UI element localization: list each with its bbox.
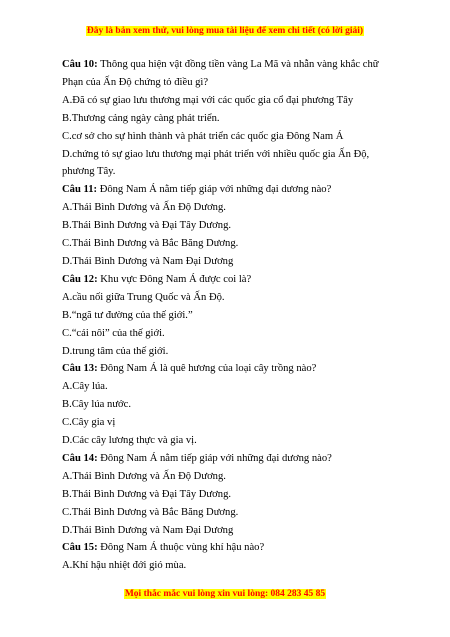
question-block xyxy=(62,56,400,181)
answer-option: A.cầu nối giữa Trung Quốc và Ấn Độ. xyxy=(62,291,225,303)
answer-option: C.cơ sở cho sự hình thành và phát triển các quốc gia Đông Nam Á xyxy=(62,130,344,142)
answer-option: D.Các cây lương thực và gia vị. xyxy=(62,435,197,447)
question-label: Câu 14: xyxy=(62,452,98,464)
question-label: Câu 15: xyxy=(62,542,98,554)
preview-notice-text: Đây là bản xem thử, vui lòng mua tài liệu để xem chi tiết (có lời giải) xyxy=(86,26,364,36)
question-label: Câu 10: xyxy=(62,59,98,70)
question-block xyxy=(62,181,400,271)
question-stem xyxy=(62,539,400,557)
contact-notice-text: Mọi thắc mắc vui lòng xin vui lòng: 084 283 45 85 xyxy=(124,589,326,599)
answer-option: B.“ngã tư đường của thế giới.” xyxy=(62,309,193,321)
question-block xyxy=(62,539,400,575)
answer-option: C.Cây gia vị xyxy=(62,417,116,429)
question-block xyxy=(62,450,400,540)
answer-option: D.Thái Bình Dương và Nam Đại Dương xyxy=(62,524,234,536)
question-text: Khu vực Đông Nam Á được coi là? xyxy=(100,273,252,285)
question-label: Câu 12: xyxy=(62,273,98,285)
answer-option: C.“cái nôi” của thế giới. xyxy=(62,327,165,339)
question-text: Đông Nam Á nằm tiếp giáp với những đại dương nào? xyxy=(99,184,332,196)
answer-option: D.trung tâm của thế giới. xyxy=(62,345,169,357)
question-label: Câu 13: xyxy=(62,363,98,375)
answer-option: C.Thái Bình Dương và Bắc Băng Dương. xyxy=(62,238,239,250)
preview-notice xyxy=(0,26,450,36)
answer-option: A.Đã có sự giao lưu thương mại với các quốc gia cổ đại phương Tây xyxy=(62,94,354,106)
answer-option: A.Cây lúa. xyxy=(62,381,108,393)
answer-option: B.Cây lúa nước. xyxy=(62,399,132,411)
question-text: Thông qua hiện vật đồng tiền vàng La Mã và nhẫn vàng khắc chữ Phạn của Ấn Độ chứng tỏ điều gì? xyxy=(62,59,379,88)
answer-option: A.Khí hậu nhiệt đới gió mùa. xyxy=(62,560,187,572)
question-stem xyxy=(62,360,400,378)
contact-notice xyxy=(0,589,450,599)
question-block xyxy=(62,360,400,450)
question-list xyxy=(62,56,400,575)
question-stem xyxy=(62,271,400,289)
answer-option: A.Thái Bình Dương và Ấn Độ Dương. xyxy=(62,202,226,214)
question-stem xyxy=(62,56,400,92)
answer-option: D.chứng tỏ sự giao lưu thương mại phát triển với nhiều quốc gia Ấn Độ, phương Tây. xyxy=(62,148,370,178)
answer-option: D.Thái Bình Dương và Nam Đại Dương xyxy=(62,255,234,267)
answer-option: C.Thái Bình Dương và Bắc Băng Dương. xyxy=(62,506,239,518)
answer-option: B.Thương cảng ngày càng phát triển. xyxy=(62,112,220,124)
answer-option: B.Thái Bình Dương và Đại Tây Dương. xyxy=(62,220,232,232)
question-text: Đông Nam Á nằm tiếp giáp với những đại dương nào? xyxy=(100,452,332,464)
question-stem xyxy=(62,450,400,468)
question-text: Đông Nam Á thuộc vùng khí hậu nào? xyxy=(100,542,265,554)
answer-option: B.Thái Bình Dương và Đại Tây Dương. xyxy=(62,488,232,500)
answer-option: A.Thái Bình Dương và Ấn Độ Dương. xyxy=(62,470,226,482)
question-block xyxy=(62,271,400,361)
question-text: Đông Nam Á là quê hương của loại cây trồng nào? xyxy=(100,363,317,375)
question-stem xyxy=(62,181,400,199)
question-label: Câu 11: xyxy=(62,184,98,196)
